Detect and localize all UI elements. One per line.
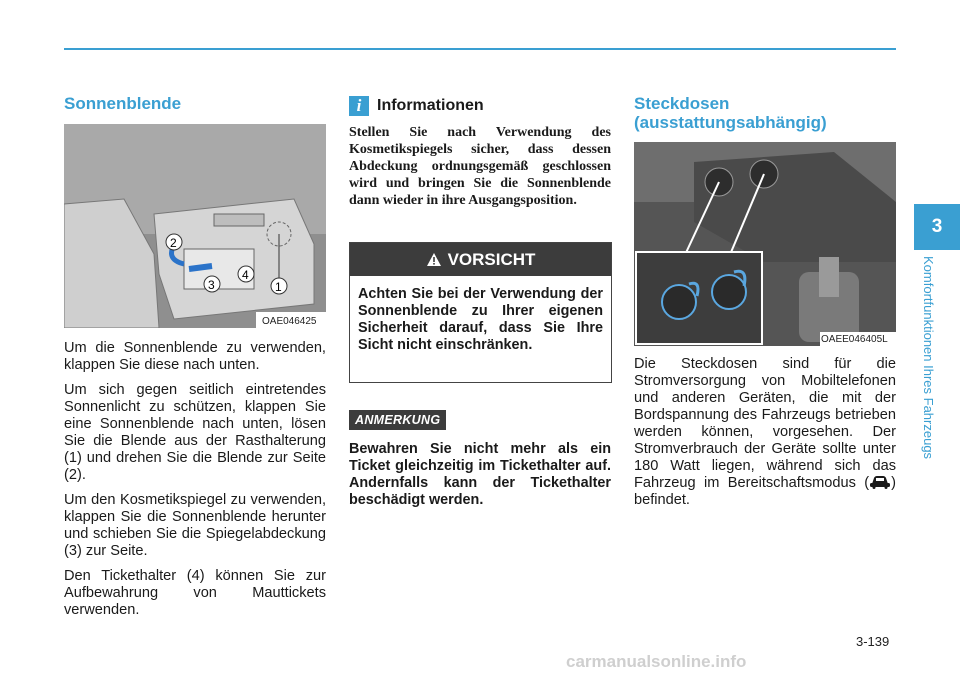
caution-text: Achten Sie bei der Verwendung der Sonnenblende zu Ihrer eigenen Sicherheit darauf, dass Sie Ihre Sicht nicht einschränken.	[358, 286, 603, 353]
top-rule	[64, 48, 896, 50]
heading-sonnenblende: Sonnenblende	[64, 94, 182, 113]
sunvisor-text	[64, 340, 326, 627]
paragraph: Um die Sonnenblende zu verwenden, klappen Sie diese nach unten.	[64, 340, 326, 373]
caution-header	[350, 243, 611, 276]
chapter-tab: 3	[914, 204, 960, 250]
paragraph: Um den Kosmetikspiegel zu verwenden, klappen Sie die Sonnenblende herunter und schieben Sie die Spiegelabdeckung (3) zur Seite.	[64, 492, 326, 559]
outlet-paragraph-end: ) befindet.	[634, 475, 896, 508]
chapter-label-text: Komfortfunktionen Ihres Fahrzeugs	[921, 256, 936, 460]
paragraph: Um sich gegen seitlich eintretendes Sonnenlicht zu schützen, klappen Sie eine Sonnenblende nach unten, lösen Sie die Blende aus der Rasthalterung (1) und drehen Sie die Blende zur Seite (2).	[64, 382, 326, 483]
page-number: 3-139	[856, 634, 890, 649]
outlet-paragraph: Die Steckdosen sind für die Stromversorgung von Mobiltelefonen und anderen Geräten, die mit der Bordspannung des Fahrzeugs betrieben werden können, vorgesehen. Der Stromverbrauch der Geräte sollte unter 180 Watt liegen, während sich das Fahrzeug im Bereitschaftsmodus (	[634, 356, 896, 491]
callout-3: 3	[208, 278, 215, 292]
vehicle-ready-icon	[869, 475, 891, 489]
paragraph: Den Tickethalter (4) können Sie zur Aufbewahrung von Mauttickets verwenden.	[64, 568, 326, 618]
info-title: Informationen	[377, 97, 484, 114]
watermark: carmanualsonline.info	[566, 652, 747, 671]
image-code-outlet: OAEE046405L	[821, 334, 888, 345]
callout-1: 1	[275, 280, 282, 294]
image-code-sunvisor: OAE046425	[262, 316, 317, 327]
power-outlet-image	[634, 142, 896, 346]
warning-triangle-icon	[426, 252, 442, 267]
heading-steckdosen	[634, 94, 827, 132]
caution-title: VORSICHT	[447, 249, 536, 269]
heading-line-1: Steckdosen	[634, 94, 730, 113]
sunvisor-image	[64, 124, 326, 328]
info-text: Stellen Sie nach Verwendung des Kosmetikspiegels sicher, dass dessen Abdeckung ordnungsgemäß geschlossen wird und bringen Sie die Sonnenblende dann wieder in ihre Ausgangsposition.	[349, 125, 611, 208]
outlet-text	[634, 356, 896, 509]
caution-box	[349, 242, 612, 383]
info-header	[349, 96, 484, 116]
note-label: ANMERKUNG	[349, 410, 446, 430]
note-text: Bewahren Sie nicht mehr als ein Ticket gleichzeitig im Tickethalter auf. Andernfalls kann der Tickethalter beschädigt werden.	[349, 441, 611, 508]
callout-4: 4	[242, 268, 249, 282]
callout-2: 2	[170, 236, 177, 250]
chapter-label	[922, 256, 944, 491]
heading-line-2: (ausstattungsabhängig)	[634, 113, 827, 132]
info-icon: i	[349, 96, 369, 116]
